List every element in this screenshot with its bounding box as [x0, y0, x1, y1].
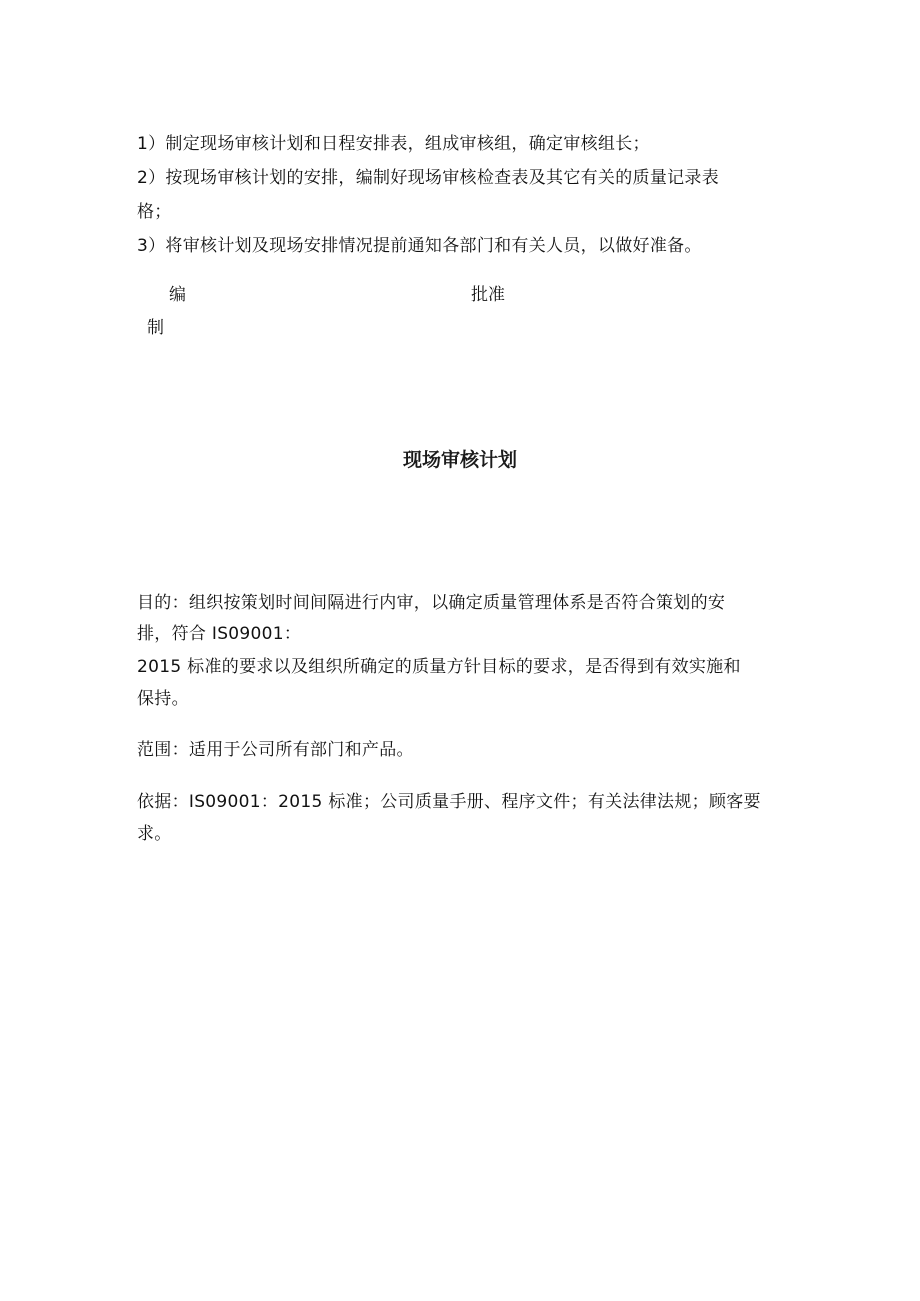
- plan-title: 现场审核计划: [402, 449, 517, 471]
- purpose-line-4: 保持。: [137, 689, 189, 709]
- prep-step-2: 2）按现场审核计划的安排，编制好现场审核检查表及其它有关的质量记录表: [137, 168, 720, 188]
- basis-line-1: 依据：IS09001：2015 标准；公司质量手册、程序文件；有关法律法规；顾客要: [137, 792, 761, 812]
- scope-text: 范围：适用于公司所有部门和产品。: [137, 740, 414, 760]
- compiled-by-label-part1: 编: [169, 285, 186, 305]
- compiled-by-label-part2: 制: [147, 318, 164, 338]
- purpose-line-3: 2015 标准的要求以及组织所确定的质量方针目标的要求，是否得到有效实施和: [137, 657, 741, 677]
- approved-by-label: 批准: [471, 285, 505, 305]
- basis-line-2: 求。: [137, 824, 172, 844]
- purpose-line-1: 目的：组织按策划时间间隔进行内审，以确定质量管理体系是否符合策划的安: [137, 593, 726, 613]
- prep-step-1: 1）制定现场审核计划和日程安排表，组成审核组，确定审核组长；: [137, 134, 650, 154]
- prep-step-2-continuation: 格；: [137, 202, 172, 222]
- purpose-line-2: 排，符合 IS09001：: [137, 624, 302, 644]
- prep-step-3: 3）将审核计划及现场安排情况提前通知各部门和有关人员，以做好准备。: [137, 236, 702, 256]
